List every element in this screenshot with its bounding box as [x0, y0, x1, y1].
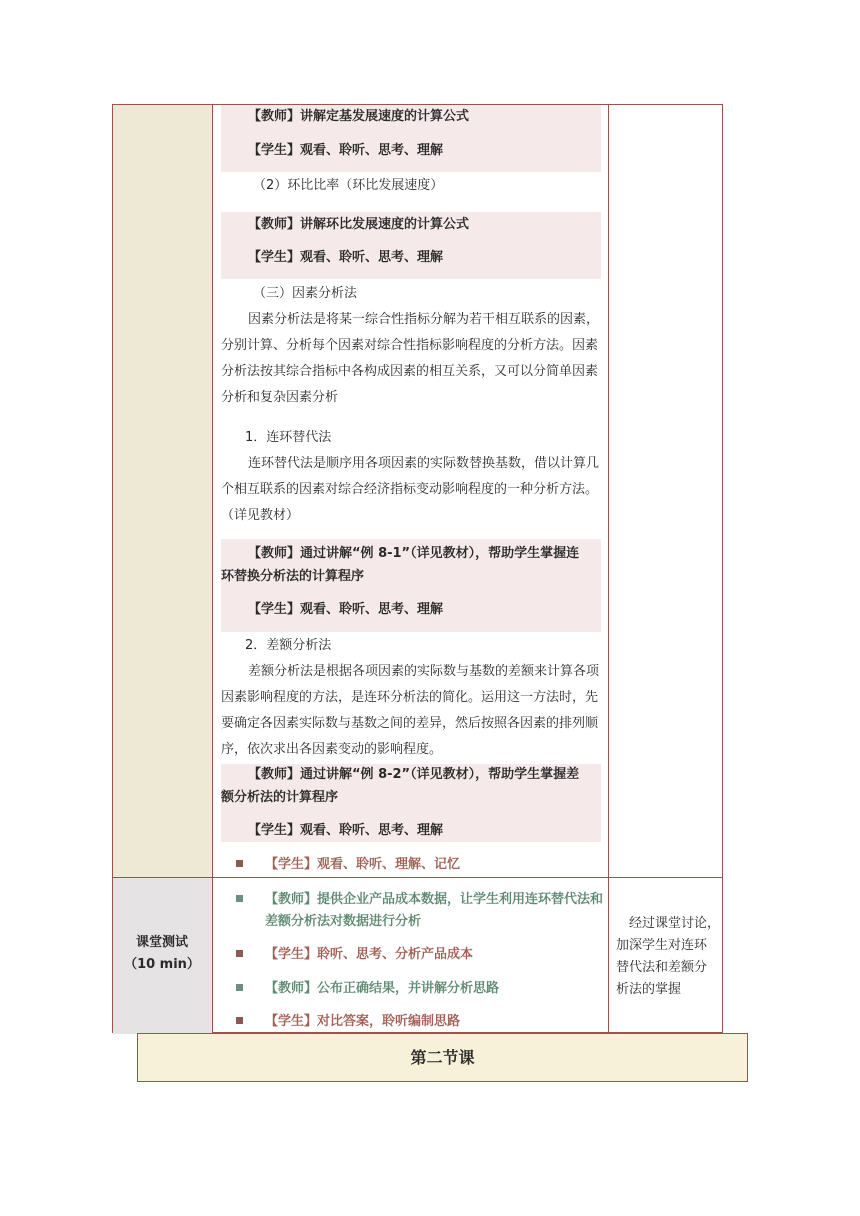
paragraph-line: 序，依次求出各因素变动的影响程度。 [221, 742, 443, 757]
paragraph-line: 分析法按其综合指标中各构成因素的相互关系，又可以分简单因素 [221, 364, 599, 379]
column-divider [212, 105, 213, 1032]
class-test-duration: （10 min） [124, 957, 200, 972]
class-test-title: 课堂测试 [135, 935, 188, 950]
square-bullet-icon [236, 1017, 243, 1024]
section-title-bar: 第二节课 [137, 1033, 748, 1082]
paragraph-line: 连环替代法是顺序用各项因素的实际数替换基数，借以计算几 [248, 456, 600, 471]
paragraph-line: （详见教材） [221, 508, 300, 523]
square-bullet-icon [236, 860, 243, 867]
note-line: 加深学生对连环 [616, 938, 708, 953]
teacher-line: 额分析法的计算程序 [221, 790, 339, 805]
teacher-line: 【教师】讲解定基发展速度的计算公式 [248, 109, 470, 124]
left-column-top-cell [113, 105, 212, 877]
note-line: 替代法和差额分 [616, 960, 708, 975]
student-line: 【学生】观看、聆听、思考、理解 [248, 823, 444, 838]
column-divider [608, 105, 609, 1032]
subheading: 2．差额分析法 [245, 638, 332, 653]
paragraph-line: 因素影响程度的方法，是连环分析法的简化。运用这一方法时，先 [221, 690, 599, 705]
paragraph-line: 分别计算、分析每个因素对综合性指标影响程度的分析方法。因素 [221, 338, 599, 353]
subheading: 1．连环替代法 [245, 430, 332, 445]
bullet-item-continuation: 差额分析法对数据进行分析 [265, 914, 422, 929]
teacher-line: 环替换分析法的计算程序 [221, 569, 365, 584]
student-line: 【学生】观看、聆听、思考、理解 [248, 143, 444, 158]
paragraph-line: 要确定各因素实际数与基数之间的差异，然后按照各因素的排列顺 [221, 716, 599, 731]
paragraph-line: 差额分析法是根据各项因素的实际数与基数的差额来计算各项 [248, 664, 600, 679]
paragraph-line: 因素分析法是将某一综合性指标分解为若干相互联系的因素， [248, 312, 600, 327]
bullet-item: 【学生】聆听、思考、分析产品成本 [236, 946, 606, 964]
bullet-item: 【教师】公布正确结果，并讲解分析思路 [236, 980, 606, 998]
subheading: （三）因素分析法 [253, 286, 358, 301]
subheading: （2）环比比率（环比发展速度） [253, 178, 444, 193]
paragraph-line: 个相互联系的因素对综合经济指标变动影响程度的一种分析方法。 [221, 482, 599, 497]
note-line: 经过课堂讨论， [629, 916, 721, 931]
square-bullet-icon [236, 950, 243, 957]
design-intent-note [613, 913, 723, 1001]
square-bullet-icon [236, 895, 243, 902]
paragraph-line: 分析和复杂因素分析 [221, 390, 339, 405]
left-column [113, 105, 212, 1032]
bullet-item: 【教师】提供企业产品成本数据，让学生利用连环替代法和 [236, 891, 606, 909]
student-line: 【学生】观看、聆听、思考、理解 [248, 602, 444, 617]
class-test-label [112, 932, 212, 976]
note-line: 析法的掌握 [616, 982, 682, 997]
bullet-item: 【学生】对比答案，聆听编制思路 [236, 1013, 606, 1031]
teacher-line: 【教师】通过讲解“例 8-1”（详见教材），帮助学生掌握连 [248, 546, 580, 561]
student-line: 【学生】观看、聆听、思考、理解 [248, 250, 444, 265]
teacher-line: 【教师】通过讲解“例 8-2”（详见教材），帮助学生掌握差 [248, 767, 580, 782]
bullet-item: 【学生】观看、聆听、理解、记忆 [236, 856, 606, 874]
square-bullet-icon [236, 984, 243, 991]
row-divider [212, 877, 723, 878]
teacher-line: 【教师】讲解环比发展速度的计算公式 [248, 217, 470, 232]
